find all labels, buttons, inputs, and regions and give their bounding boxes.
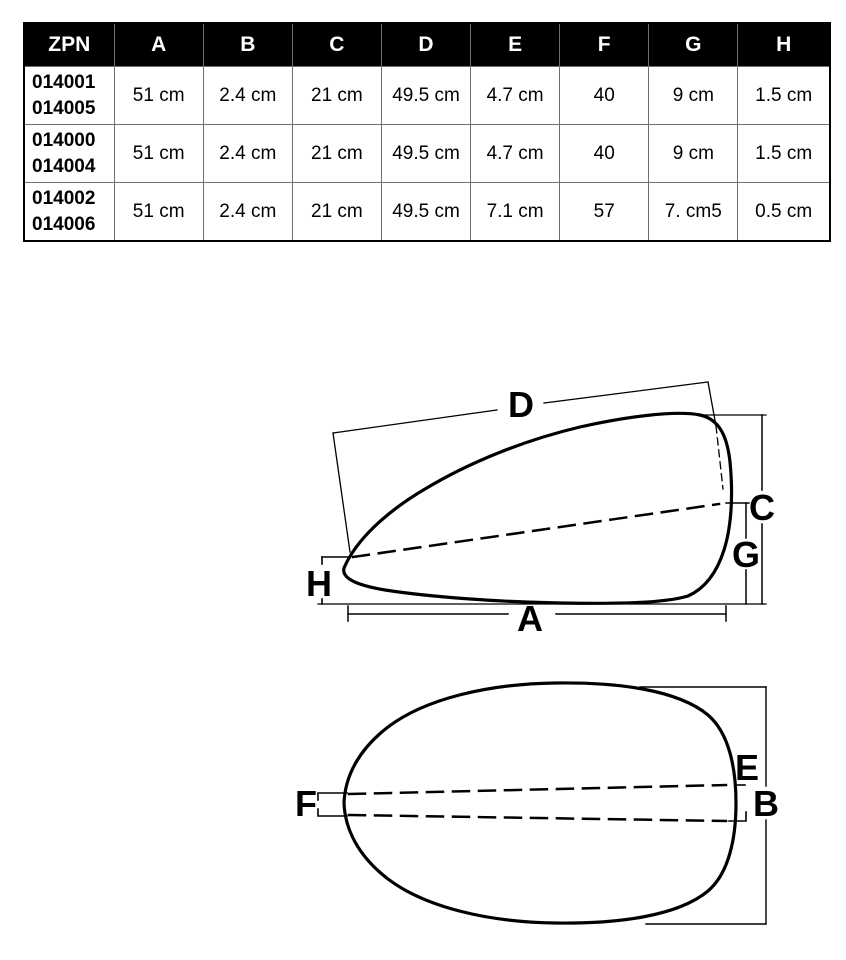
zpn-number: 014004	[32, 155, 96, 177]
top-centerlines-dashed	[349, 785, 726, 821]
value-cell: 9 cm	[649, 125, 738, 183]
header-cell-h: H	[738, 23, 830, 67]
dim-label-a: A	[517, 598, 543, 639]
value-cell: 40	[560, 67, 649, 125]
value-cell: 40	[560, 125, 649, 183]
header-cell-f: F	[560, 23, 649, 67]
value-cell: 21 cm	[292, 183, 381, 242]
value-cell: 0.5 cm	[738, 183, 830, 242]
zpn-number: 014000	[32, 130, 96, 152]
value-cell: 4.7 cm	[471, 125, 560, 183]
header-cell-e: E	[471, 23, 560, 67]
header-cell-d: D	[381, 23, 470, 67]
value-cell: 21 cm	[292, 67, 381, 125]
side-view-diagram	[306, 382, 775, 639]
value-cell: 51 cm	[114, 67, 203, 125]
dim-label-g: G	[731, 534, 761, 575]
value-cell: 1.5 cm	[738, 125, 830, 183]
seat-top-outline	[344, 683, 736, 923]
value-cell: 9 cm	[649, 67, 738, 125]
side-centerline-dashed	[353, 504, 719, 557]
header-cell-b: B	[203, 23, 292, 67]
value-cell: 2.4 cm	[203, 183, 292, 242]
seat-side-outline	[344, 413, 732, 603]
value-cell: 49.5 cm	[381, 125, 470, 183]
header-cell-a: A	[114, 23, 203, 67]
top-view-diagram	[295, 683, 779, 924]
value-cell: 57	[560, 183, 649, 242]
zpn-number: 014001	[32, 72, 96, 94]
value-cell: 51 cm	[114, 183, 203, 242]
dim-label-h: H	[306, 563, 332, 604]
dim-label-e: E	[734, 747, 760, 788]
value-cell: 51 cm	[114, 125, 203, 183]
value-cell: 21 cm	[292, 125, 381, 183]
dim-label-c: C	[749, 487, 775, 528]
extension-lines	[318, 415, 766, 604]
value-cell: 2.4 cm	[203, 125, 292, 183]
value-cell: 7. cm5	[649, 183, 738, 242]
dim-label-b: B	[753, 783, 779, 824]
dim-label-f: F	[295, 783, 317, 824]
value-cell: 2.4 cm	[203, 67, 292, 125]
value-cell: 4.7 cm	[471, 67, 560, 125]
zpn-number: 014006	[32, 213, 96, 235]
dim-label-d: D	[508, 384, 534, 425]
header-cell-g: G	[649, 23, 738, 67]
zpn-number: 014005	[32, 97, 96, 119]
value-cell: 49.5 cm	[381, 67, 470, 125]
value-cell: 1.5 cm	[738, 67, 830, 125]
value-cell: 49.5 cm	[381, 183, 470, 242]
dimension-line-b	[640, 687, 766, 924]
zpn-number: 014002	[32, 188, 96, 210]
value-cell: 7.1 cm	[471, 183, 560, 242]
header-cell-zpn: ZPN	[24, 23, 114, 67]
header-cell-c: C	[292, 23, 381, 67]
